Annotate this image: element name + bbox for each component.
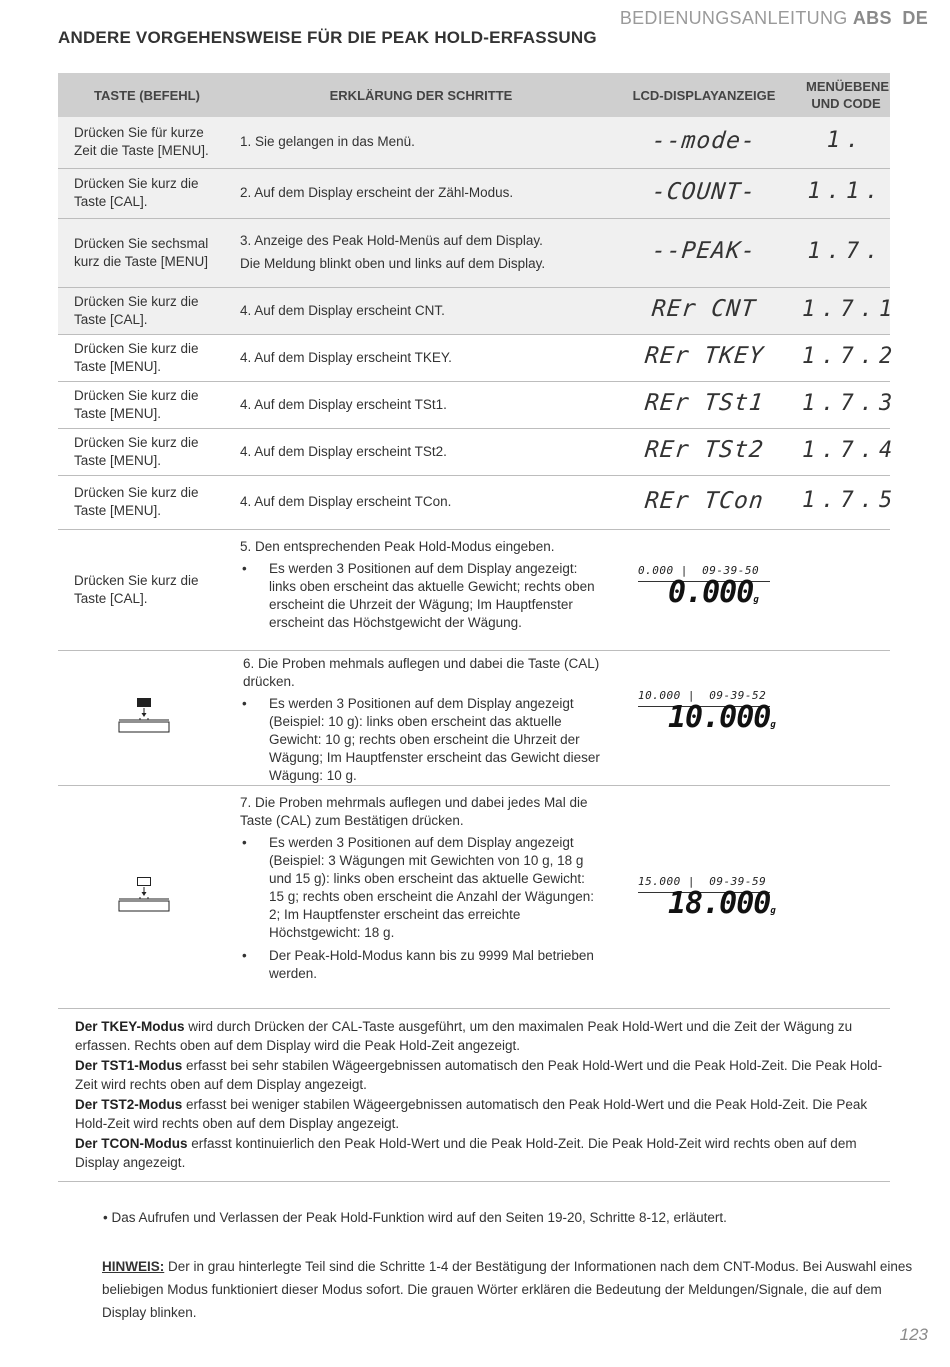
lcd-readout: REr TSt1 bbox=[643, 390, 765, 416]
model-label: ABS bbox=[852, 8, 892, 28]
unit-label: g bbox=[770, 906, 776, 916]
table-row bbox=[58, 218, 890, 287]
unit-label: g bbox=[753, 594, 759, 605]
bullet-item: • Es werden 3 Positionen auf dem Display angezeigt: links oben erscheint das aktuelle Gewicht; rechts oben erscheint die Uhrzeit der Wägung; Im Hauptfenster erscheint das Höchstgewicht der Wägung. bbox=[240, 560, 602, 632]
table-header-row bbox=[58, 73, 890, 117]
lcd-readout: REr TCon bbox=[643, 487, 765, 514]
key-cell: Drücken Sie kurz die Taste [CAL]. bbox=[58, 168, 236, 218]
explanation-cell: 4. Auf dem Display erscheint TCon. bbox=[236, 475, 606, 529]
menu-code: 1.1. bbox=[807, 179, 885, 204]
menu-code: 1.7.2 bbox=[802, 343, 899, 369]
display-main-value bbox=[638, 574, 770, 610]
header-explanation: ERKLÄRUNG DER SCHRITTE bbox=[236, 73, 606, 117]
peak-weight: 18.000 bbox=[668, 886, 771, 921]
note-tst2: Der TST2-Modus erfasst bei weniger stabilen Wägeergebnissen automatisch den Peak Hold-Wert und die Peak Hold-Zeit. Die Peak Hold-Zeit wird rechts oben auf dem Display angezeigt. bbox=[75, 1097, 868, 1131]
explanation-cell bbox=[236, 218, 606, 287]
menu-code: 1.7.4 bbox=[802, 437, 899, 463]
current-weight: 15.000 bbox=[638, 875, 681, 888]
display-cell bbox=[606, 785, 802, 1008]
weighing-time: 09-39-52 bbox=[709, 688, 767, 702]
key-cell: Drücken Sie für kurze Zeit die Taste [MENU]. bbox=[58, 117, 236, 168]
step-bullets bbox=[240, 695, 602, 785]
weighing-time: 09-39-50 bbox=[702, 563, 760, 577]
menu-code: 1. bbox=[826, 128, 866, 154]
icon-cell bbox=[58, 785, 236, 1008]
table-row bbox=[58, 334, 890, 381]
key-cell: Drücken Sie kurz die Taste [CAL]. bbox=[58, 529, 236, 650]
display-cell bbox=[606, 529, 802, 650]
steps-table bbox=[58, 73, 899, 1009]
key-cell: Drücken Sie sechsmal kurz die Taste [MENU] bbox=[58, 218, 236, 287]
table-row bbox=[58, 168, 890, 218]
page-title: ANDERE VORGEHENSWEISE FÜR DIE PEAK HOLD-ERFASSUNG bbox=[58, 28, 597, 47]
hint-text: Der in grau hinterlegte Teil sind die Schritte 1-4 der Bestätigung der Informationen nach dem CNT-Modus. Bei Auswahl eines beliebigen Modus funktioniert dieser Modus sofort. Die grauen Wörter erklären die Bedeutung der Meldungen/Signale, die auf dem Display blinken. bbox=[102, 1259, 913, 1320]
table-row bbox=[58, 117, 890, 168]
header-lcd: LCD-DISPLAYANZEIGE bbox=[606, 73, 802, 117]
explanation-cell: 4. Auf dem Display erscheint TSt1. bbox=[236, 381, 606, 428]
explanation-cell bbox=[236, 785, 606, 1008]
step-bullets bbox=[240, 834, 602, 983]
explanation-cell: 4. Auf dem Display erscheint CNT. bbox=[236, 287, 606, 334]
menu-code: 1.7.5 bbox=[802, 488, 899, 513]
key-cell: Drücken Sie kurz die Taste [MENU]. bbox=[58, 334, 236, 381]
current-weight: 10.000 bbox=[638, 688, 681, 702]
running-header bbox=[620, 8, 928, 29]
peak-weight: 10.000 bbox=[668, 699, 771, 735]
page-number: 123 bbox=[899, 1325, 928, 1344]
hint-paragraph bbox=[102, 1255, 922, 1324]
unit-label: g bbox=[770, 719, 776, 730]
header-key: TASTE (BEFEHL) bbox=[58, 73, 236, 117]
explanation-line-1: 3. Anzeige des Peak Hold-Menüs auf dem Display. bbox=[240, 233, 543, 248]
explanation-cell: 1. Sie gelangen in das Menü. bbox=[236, 117, 606, 168]
table-row bbox=[58, 381, 890, 428]
bullet-item: • Der Peak-Hold-Modus kann bis zu 9999 Mal betrieben werden. bbox=[240, 947, 602, 983]
weighing-time: 09-39-59 bbox=[709, 875, 767, 888]
explanation-line-2: Die Meldung blinkt oben und links auf dem Display. bbox=[240, 256, 546, 271]
header-menu-code: MENÜEBENE UND CODE bbox=[802, 73, 890, 117]
display-top-line: 0.000 | 09-39-50 bbox=[638, 562, 770, 582]
lcd-readout: --mode- bbox=[650, 127, 758, 154]
step-bullets bbox=[240, 560, 602, 632]
key-cell: Drücken Sie kurz die Taste [CAL]. bbox=[58, 287, 236, 334]
scale-empty-weight-icon bbox=[118, 876, 170, 912]
lcd-readout: --PEAK- bbox=[650, 238, 758, 264]
step-intro: 5. Den entsprechenden Peak Hold-Modus eingeben. bbox=[240, 538, 555, 554]
menu-code: 1.7. bbox=[807, 238, 885, 264]
display-top-line: 15.000 | 09-39-59 bbox=[638, 873, 770, 893]
table-row-step6 bbox=[58, 650, 890, 785]
menu-code: 1.7.1 bbox=[802, 296, 899, 322]
explanation-cell: 4. Auf dem Display erscheint TKEY. bbox=[236, 334, 606, 381]
weighing-display bbox=[638, 562, 770, 609]
explanation-cell bbox=[236, 650, 606, 785]
icon-cell bbox=[58, 650, 236, 785]
scale-with-weight-icon bbox=[118, 697, 170, 733]
table-row-step7 bbox=[58, 785, 890, 1008]
note-tkey: Der TKEY-Modus wird durch Drücken der CAL-Taste ausgeführt, um den maximalen Peak Hold-Wert und die Zeit der Wägung zu erfassen. Rechts oben auf dem Display wird die Peak Hold-Zeit angezeigt. bbox=[75, 1019, 853, 1053]
weighing-display bbox=[638, 687, 776, 735]
table-row-step5 bbox=[58, 529, 890, 650]
table-row bbox=[58, 475, 890, 529]
mode-notes bbox=[75, 1017, 883, 1173]
section-divider bbox=[58, 1181, 890, 1182]
step-intro: 7. Die Proben mehrmals auflegen und dabei jedes Mal die Taste (CAL) zum Bestätigen drücken. bbox=[240, 794, 588, 828]
lcd-readout: REr CNT bbox=[650, 296, 758, 322]
explanation-cell bbox=[236, 529, 606, 650]
weighing-display bbox=[638, 873, 776, 921]
note-tst1: Der TST1-Modus erfasst bei sehr stabilen Wägeergebnissen automatisch den Peak Hold-Wert und die Peak Hold-Zeit. Die Peak Hold-Zeit wird rechts oben auf dem Display angezeigt. bbox=[75, 1058, 883, 1092]
lcd-readout: REr TKEY bbox=[643, 343, 765, 369]
explanation-cell: 2. Auf dem Display erscheint der Zähl-Modus. bbox=[236, 168, 606, 218]
lcd-readout: REr TSt2 bbox=[643, 437, 765, 463]
explanation-cell: 4. Auf dem Display erscheint TSt2. bbox=[236, 428, 606, 475]
display-cell bbox=[606, 650, 802, 785]
hint-label: HINWEIS: bbox=[102, 1259, 165, 1274]
display-top-line: 10.000 | 09-39-52 bbox=[638, 687, 770, 707]
bullet-item: • Es werden 3 Positionen auf dem Display angezeigt (Beispiel: 3 Wägungen mit Gewichten von 10 g, 18 g und 15 g): links oben erscheint das aktuelle Gewicht: 15 g; rechts oben erscheint die Anzahl der Wägungen: 2; Im Hauptfenster erscheint das erreichte Höchstgewicht: 18 g. bbox=[240, 834, 602, 942]
table-row bbox=[58, 428, 890, 475]
menu-code: 1.7.3 bbox=[802, 390, 899, 416]
language-label: DE bbox=[902, 8, 928, 28]
key-cell: Drücken Sie kurz die Taste [MENU]. bbox=[58, 428, 236, 475]
display-main-value bbox=[638, 886, 776, 921]
manual-label: BEDIENUNGSANLEITUNG bbox=[619, 8, 848, 28]
key-cell: Drücken Sie kurz die Taste [MENU]. bbox=[58, 475, 236, 529]
step-intro: 6. Die Proben mehmals auflegen und dabei die Taste (CAL) drücken. bbox=[243, 655, 600, 689]
peak-weight: 0.000 bbox=[668, 574, 754, 610]
key-cell: Drücken Sie kurz die Taste [MENU]. bbox=[58, 381, 236, 428]
display-main-value bbox=[638, 699, 776, 735]
table-row bbox=[58, 287, 890, 334]
reference-note: • Das Aufrufen und Verlassen der Peak Hold-Funktion wird auf den Seiten 19-20, Schritte 8-12, erläutert. bbox=[103, 1210, 727, 1225]
bullet-item: • Es werden 3 Positionen auf dem Display angezeigt (Beispiel: 10 g): links oben erscheint das aktuelle Gewicht: 10 g; rechts oben erscheint die Uhrzeit der Wägung; Im Hauptfenster erscheint das Gewicht dieser Wägung: 10 g. bbox=[240, 695, 602, 785]
note-tcon: Der TCON-Modus erfasst kontinuierlich den Peak Hold-Wert und die Peak Hold-Zeit. Die Peak Hold-Zeit wird rechts oben auf dem Display angezeigt. bbox=[75, 1136, 857, 1170]
current-weight: 0.000 bbox=[638, 563, 674, 577]
lcd-readout: -COUNT- bbox=[650, 178, 758, 205]
